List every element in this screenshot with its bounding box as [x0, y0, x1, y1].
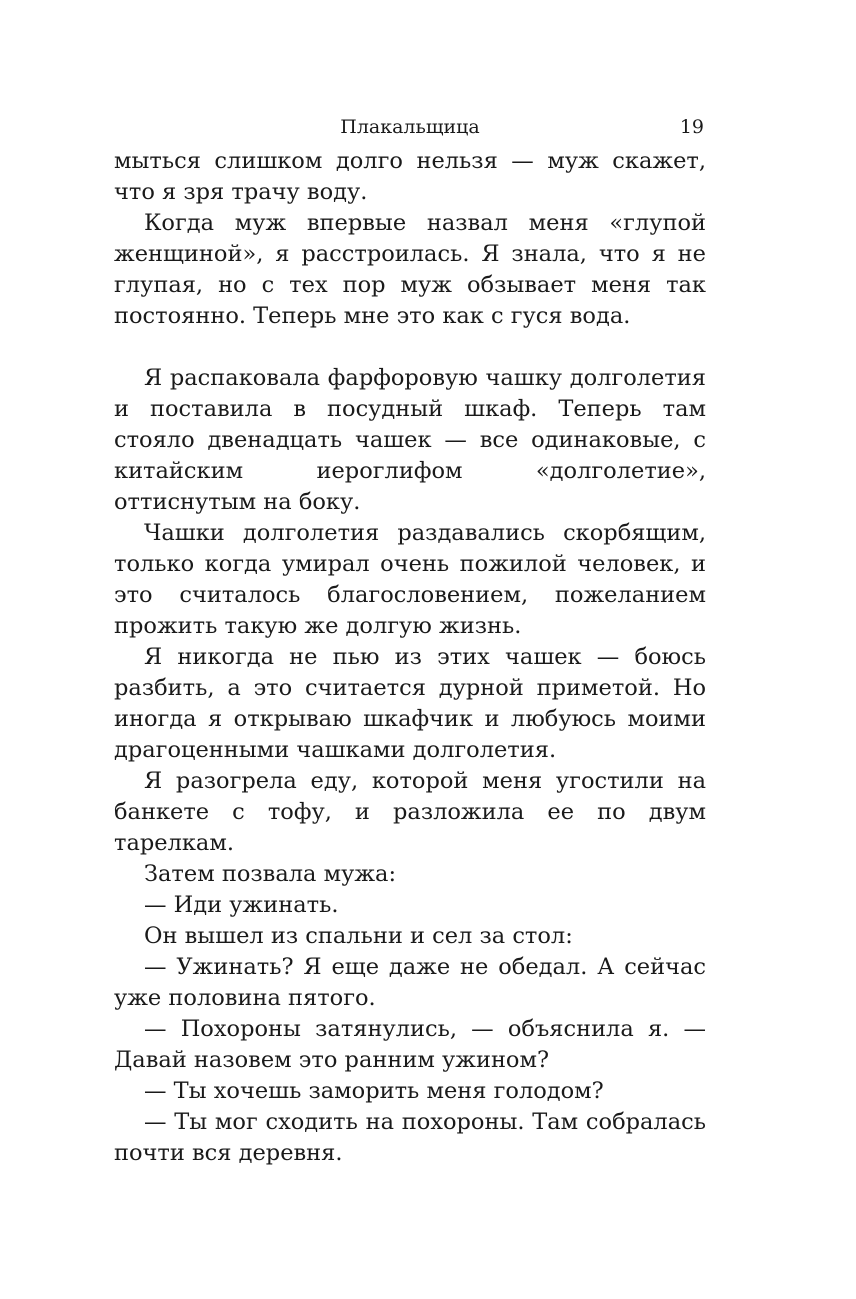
- paragraph: Я никогда не пью из этих чашек — боюсь разбить, а это считается дурной приметой. Но иногда я открываю шкафчик и любуюсь моими драгоценными чашками долголетия.: [114, 644, 706, 763]
- paragraph: Чашки долголетия раздавались скорбящим, только когда умирал очень пожилой человек, и это считалось благословением, пожеланием прожить такую же долгую жизнь.: [114, 520, 706, 639]
- paragraph: мыться слишком долго нельзя — муж скажет, что я зря трачу воду.: [114, 148, 706, 205]
- dialogue-line: — Ты мог сходить на похороны. Там собралась почти вся деревня.: [114, 1109, 706, 1166]
- body-text: [114, 146, 706, 1169]
- running-head: [114, 112, 706, 146]
- paragraph: Затем позвала мужа:: [144, 861, 397, 887]
- book-page: [114, 112, 706, 1169]
- paragraph: Он вышел из спальни и сел за стол:: [144, 923, 573, 949]
- dialogue-line: — Иди ужинать.: [144, 892, 339, 918]
- paragraph: Когда муж впервые назвал меня «глупой женщиной», я расстроилась. Я знала, что я не глупая, но с тех пор муж обзывает меня так постоянно. Теперь мне это как с гуся вода.: [114, 210, 706, 329]
- dialogue-line: — Ужинать? Я еще даже не обедал. А сейчас уже половина пятого.: [114, 954, 706, 1011]
- section-break: [114, 332, 706, 363]
- page-number: 19: [679, 116, 704, 138]
- paragraph: Я разогрела еду, которой меня угостили на банкете с тофу, и разложила ее по двум тарелкам.: [114, 768, 706, 856]
- dialogue-line: — Похороны затянулись, — объяснила я. — Давай назовем это ранним ужином?: [114, 1016, 706, 1073]
- paragraph: Я распаковала фарфоровую чашку долголетия и поставила в посудный шкаф. Теперь там стояло двенадцать чашек — все одинаковые, с китайским иероглифом «долголетие», оттиснутым на боку.: [114, 365, 706, 515]
- running-title: Плакальщица: [340, 116, 480, 138]
- dialogue-line: — Ты хочешь заморить меня голодом?: [144, 1078, 604, 1104]
